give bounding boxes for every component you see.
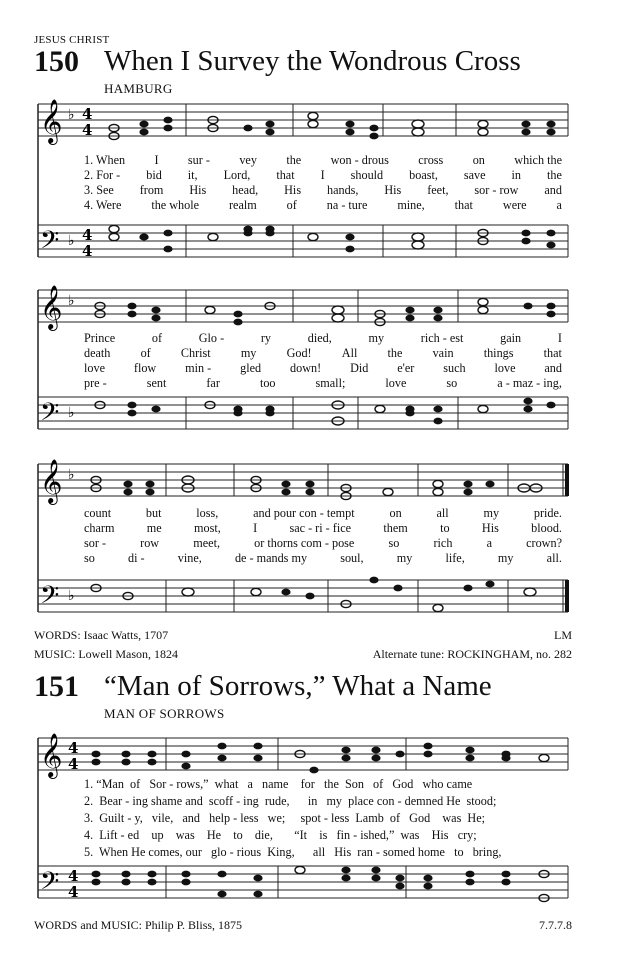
svg-text:4: 4 xyxy=(68,739,79,757)
lyric-word: but xyxy=(145,506,162,520)
lyric-word: love xyxy=(84,361,105,375)
lyric-word: my xyxy=(396,551,413,565)
lyric-word: 4. Were xyxy=(84,198,122,212)
lyric-word: on xyxy=(389,506,402,520)
hymn-number-151: 151 xyxy=(34,670,79,703)
lyric-word: cross xyxy=(418,153,444,167)
lyric-word: my xyxy=(483,506,500,520)
lyric-word: far xyxy=(206,376,220,390)
lyric-word: Christ xyxy=(180,346,211,360)
lyric-word: sac - ri - fice xyxy=(289,521,352,535)
lyric-word: Lord, xyxy=(223,168,251,182)
lyric-word: All xyxy=(341,346,358,360)
lyric-word: feet, xyxy=(427,183,449,197)
svg-text:♭: ♭ xyxy=(68,405,75,421)
lyric-word: love xyxy=(385,376,407,390)
lyric-word: His xyxy=(284,183,302,197)
svg-text:4: 4 xyxy=(82,242,93,260)
lyric-word: that xyxy=(454,198,473,212)
svg-text:4: 4 xyxy=(68,867,79,885)
lyric-word: blood. xyxy=(531,521,562,535)
lyric-word: so xyxy=(446,376,458,390)
svg-text:4: 4 xyxy=(82,121,93,139)
verse-150-s3-v2 xyxy=(84,521,562,536)
meter-151: 7.7.7.8 xyxy=(539,918,572,932)
lyric-word: loss, xyxy=(196,506,219,520)
treble-clef-icon: 𝄞 xyxy=(40,99,63,143)
lyric-word: e'er xyxy=(397,361,415,375)
lyric-word: gain xyxy=(500,331,522,345)
verse-150-s3-v1 xyxy=(84,506,562,521)
lyric-word: so xyxy=(84,551,95,565)
lyric-word: gled xyxy=(240,361,262,375)
lyric-word: that xyxy=(543,346,562,360)
lyric-word: such xyxy=(443,361,466,375)
lyric-word: row xyxy=(140,536,160,550)
lyric-word: 1. When xyxy=(84,153,126,167)
verse-151-4: 4. Lift - ed up was He to die, “It is fin - ished,” was His cry; xyxy=(84,828,477,842)
verse-150-s2-v3 xyxy=(84,361,562,376)
lyric-word: the whole xyxy=(151,198,200,212)
lyric-word: vey xyxy=(239,153,257,167)
lyric-word: soul, xyxy=(340,551,364,565)
svg-text:4: 4 xyxy=(68,755,79,773)
lyric-word: were xyxy=(502,198,527,212)
lyric-word: them xyxy=(383,521,408,535)
lyric-word: di - xyxy=(128,551,145,565)
verse-150-s2-v2 xyxy=(84,346,562,361)
verse-151-5: 5. When He comes, our glo - rious King, all His ran - somed home to bring, xyxy=(84,845,502,859)
words-music-credit-151: WORDS and MUSIC: Philip P. Bliss, 1875 xyxy=(34,918,243,932)
lyric-word: boast, xyxy=(409,168,438,182)
meter-150: LM xyxy=(554,628,572,642)
lyric-word: rich - est xyxy=(420,331,464,345)
svg-text:♭: ♭ xyxy=(68,467,75,483)
alternate-tune-150: Alternate tune: ROCKINGHAM, no. 282 xyxy=(372,647,572,661)
lyric-word: in xyxy=(511,168,522,182)
music-credit-150: MUSIC: Lowell Mason, 1824 xyxy=(34,647,178,661)
lyric-word: His xyxy=(481,521,499,535)
verse-150-s3-v4 xyxy=(84,551,562,566)
lyric-word: a xyxy=(486,536,492,550)
lyric-word: all xyxy=(436,506,449,520)
svg-text:4: 4 xyxy=(82,226,93,244)
lyric-word: His xyxy=(189,183,207,197)
lyric-word: all. xyxy=(546,551,562,565)
svg-text:𝄢: 𝄢 xyxy=(40,398,60,433)
verse-150-s1-v2 xyxy=(84,168,562,183)
lyric-word: sur - xyxy=(187,153,210,167)
lyric-word: bid xyxy=(146,168,162,182)
lyric-word: my xyxy=(368,331,385,345)
hymn-number-150: 150 xyxy=(34,45,79,78)
lyric-word: to xyxy=(440,521,450,535)
lyric-word: ry xyxy=(260,331,271,345)
lyric-word: de - mands my xyxy=(234,551,308,565)
lyric-word: me xyxy=(146,521,162,535)
lyric-word: too xyxy=(259,376,276,390)
lyric-word: min - xyxy=(185,361,212,375)
lyric-word: that xyxy=(276,168,295,182)
lyric-word: small; xyxy=(315,376,346,390)
verse-151-3: 3. Guilt - y, vile, and help - less we; spot - less Lamb of God was He; xyxy=(84,811,485,825)
lyric-word: flow xyxy=(133,361,157,375)
lyric-word: my xyxy=(497,551,514,565)
lyric-word: rich xyxy=(433,536,453,550)
verse-150-s1-v4 xyxy=(84,198,562,213)
verse-151-1: 1. “Man of Sor - rows,” what a name for the Son of God who came xyxy=(84,777,473,791)
words-credit-150: WORDS: Isaac Watts, 1707 xyxy=(34,628,169,642)
lyric-word: death xyxy=(84,346,111,360)
lyric-word: save xyxy=(463,168,486,182)
lyric-word: pride. xyxy=(533,506,562,520)
lyric-word: and xyxy=(544,361,562,375)
svg-text:𝄢: 𝄢 xyxy=(40,867,60,902)
lyric-word: of xyxy=(286,198,297,212)
lyric-word: His xyxy=(384,183,402,197)
lyric-word: crown? xyxy=(526,536,562,550)
lyric-word: died, xyxy=(307,331,332,345)
svg-text:♭: ♭ xyxy=(68,233,75,249)
lyric-word: my xyxy=(240,346,257,360)
svg-text:𝄞: 𝄞 xyxy=(40,459,63,503)
lyric-word: Did xyxy=(350,361,369,375)
lyric-word: sent xyxy=(146,376,167,390)
svg-text:♭: ♭ xyxy=(68,588,75,604)
lyric-word: I xyxy=(154,153,159,167)
lyric-word: a xyxy=(556,198,562,212)
lyric-word: 2. For - xyxy=(84,168,121,182)
lyric-word: which the xyxy=(514,153,562,167)
verse-150-s3-v3 xyxy=(84,536,562,551)
svg-text:𝄞: 𝄞 xyxy=(40,285,63,329)
lyric-word: should xyxy=(350,168,384,182)
lyric-word: I xyxy=(253,521,258,535)
lyric-word: love xyxy=(494,361,516,375)
lyric-word: and pour con - tempt xyxy=(253,506,355,520)
lyric-word: it, xyxy=(187,168,198,182)
lyric-word: so xyxy=(388,536,400,550)
lyric-word: meet, xyxy=(193,536,220,550)
lyric-word: the xyxy=(547,168,562,182)
svg-text:4: 4 xyxy=(68,883,79,901)
svg-text:𝄢: 𝄢 xyxy=(40,581,60,616)
svg-text:𝄞: 𝄞 xyxy=(40,733,63,777)
lyric-word: from xyxy=(139,183,164,197)
lyric-word: I xyxy=(557,331,562,345)
verse-150-s1-v3 xyxy=(84,183,562,198)
lyric-word: God! xyxy=(286,346,312,360)
lyric-word: Prince xyxy=(84,331,116,345)
lyric-word: things xyxy=(483,346,514,360)
lyric-word: pre - xyxy=(84,376,107,390)
tune-name-151: MAN OF SORROWS xyxy=(104,706,225,721)
lyric-word: head, xyxy=(232,183,259,197)
lyric-word: down! xyxy=(290,361,322,375)
verse-150-s1-v1 xyxy=(84,153,562,168)
lyric-word: count xyxy=(84,506,112,520)
section-label: JESUS CHRIST xyxy=(34,34,110,46)
lyric-word: or thorns com - pose xyxy=(254,536,355,550)
lyric-word: charm xyxy=(84,521,115,535)
lyric-word: hands, xyxy=(326,183,359,197)
hymn-title-151: “Man of Sorrows,” What a Name xyxy=(104,670,492,702)
lyric-word: the xyxy=(286,153,302,167)
lyric-word: of xyxy=(151,331,163,345)
lyric-word: a - maz - ing, xyxy=(497,376,562,390)
svg-text:♭: ♭ xyxy=(68,293,75,309)
verse-150-s2-v1 xyxy=(84,331,562,346)
lyric-word: won - drous xyxy=(330,153,389,167)
lyric-word: the xyxy=(387,346,403,360)
lyric-word: most, xyxy=(194,521,221,535)
lyric-word: mine, xyxy=(397,198,425,212)
lyric-word: sor - xyxy=(84,536,107,550)
lyric-word: I xyxy=(320,168,325,182)
lyric-word: and xyxy=(544,183,562,197)
lyric-word: 3. See xyxy=(84,183,114,197)
lyric-word: life, xyxy=(445,551,465,565)
hymn-title-150: When I Survey the Wondrous Cross xyxy=(104,45,521,77)
verse-150-s2-v4 xyxy=(84,376,562,391)
svg-text:♭: ♭ xyxy=(68,107,75,123)
verse-151-2: 2. Bear - ing shame and scoff - ing rude, in my place con - demned He stood; xyxy=(84,794,497,808)
lyric-word: Glo - xyxy=(198,331,225,345)
lyric-word: of xyxy=(140,346,151,360)
lyric-word: na - ture xyxy=(326,198,368,212)
tune-name-150: HAMBURG xyxy=(104,81,173,96)
svg-text:4: 4 xyxy=(82,105,93,123)
lyric-word: sor - row xyxy=(474,183,519,197)
lyric-word: vain xyxy=(432,346,454,360)
lyric-word: vine, xyxy=(177,551,202,565)
lyric-word: on xyxy=(472,153,485,167)
bass-clef-icon: 𝄢 xyxy=(40,226,60,261)
lyric-word: realm xyxy=(228,198,257,212)
